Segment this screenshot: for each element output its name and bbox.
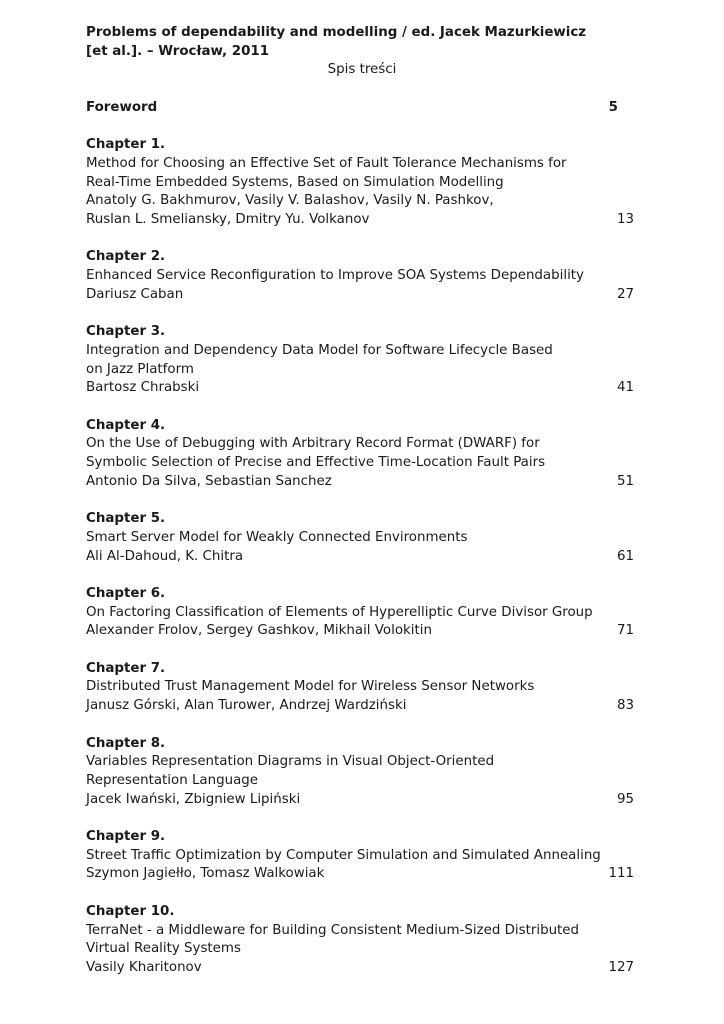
chapter-line-text: Distributed Trust Management Model for Wireless Sensor Networks — [86, 679, 535, 695]
table-of-contents-page — [86, 24, 638, 978]
chapter-authors — [86, 473, 638, 492]
spacer — [86, 304, 638, 323]
chapter-label: Chapter 5. — [86, 511, 166, 527]
foreword-entry — [86, 99, 638, 118]
chapter-authors — [86, 286, 638, 305]
chapter-label: Chapter 9. — [86, 829, 166, 845]
chapter-authors — [86, 697, 638, 716]
chapter-line-text: Jacek Iwański, Zbigniew Lipiński — [86, 791, 301, 807]
chapter-list — [86, 117, 638, 977]
chapter-label: Chapter 8. — [86, 735, 166, 751]
chapter-line-text: Ruslan L. Smeliansky, Dmitry Yu. Volkanov — [86, 211, 370, 227]
chapter-title-line — [86, 192, 638, 211]
chapter-entry — [86, 585, 638, 641]
chapter-page-number: 13 — [616, 211, 634, 227]
chapter-entry — [86, 660, 638, 716]
chapter-title-line — [86, 847, 638, 866]
chapter-label: Chapter 6. — [86, 585, 166, 601]
chapter-entry — [86, 136, 638, 230]
spacer — [86, 884, 638, 903]
chapter-entry — [86, 248, 638, 304]
chapter-title-line — [86, 454, 638, 473]
spacer — [86, 80, 638, 99]
chapter-line-text: Vasily Kharitonov — [86, 959, 202, 975]
chapter-page-number: 51 — [616, 473, 634, 489]
chapter-title-line — [86, 940, 638, 959]
chapter-entry — [86, 903, 638, 978]
spacer — [86, 809, 638, 828]
chapter-page-number: 83 — [616, 698, 634, 714]
chapter-line-text: Variables Representation Diagrams in Visual Object-Oriented — [86, 754, 495, 770]
spacer — [86, 230, 638, 249]
chapter-entry — [86, 510, 638, 566]
chapter-line-text: Smart Server Model for Weakly Connected Environments — [86, 529, 468, 545]
chapter-authors — [86, 865, 638, 884]
chapter-title-line — [86, 529, 638, 548]
book-title-line-2: [et al.]. – Wrocław, 2011 — [86, 43, 270, 59]
chapter-authors — [86, 548, 638, 567]
spacer — [86, 398, 638, 417]
chapter-label: Chapter 10. — [86, 903, 175, 919]
chapter-line-text: On Factoring Classification of Elements of Hyperelliptic Curve Divisor Group — [86, 604, 593, 620]
chapter-line-text: Bartosz Chrabski — [86, 380, 200, 396]
chapter-entry — [86, 323, 638, 398]
chapter-line-text: Real-Time Embedded Systems, Based on Simulation Modelling — [86, 174, 504, 190]
chapter-line-text: Integration and Dependency Data Model for Software Lifecycle Based — [86, 342, 553, 358]
chapter-title-line — [86, 604, 638, 623]
chapter-line-text: Dariusz Caban — [86, 286, 184, 302]
chapter-label: Chapter 7. — [86, 660, 166, 676]
chapter-line-text: Symbolic Selection of Precise and Effective Time-Location Fault Pairs — [86, 455, 546, 471]
chapter-line-text: on Jazz Platform — [86, 361, 194, 377]
chapter-line-text: Representation Language — [86, 772, 259, 788]
chapter-line-text: Ali Al-Dahoud, K. Chitra — [86, 548, 244, 564]
foreword-label: Foreword — [86, 99, 158, 115]
chapter-line-text: Enhanced Service Reconfiguration to Improve SOA Systems Dependability — [86, 268, 584, 284]
chapter-line-text: Antonio Da Silva, Sebastian Sanchez — [86, 473, 332, 489]
chapter-authors — [86, 959, 638, 978]
book-title-line-1: Problems of dependability and modelling / ed. Jacek Mazurkiewicz — [86, 25, 587, 40]
chapter-title-line — [86, 174, 638, 193]
spacer — [86, 491, 638, 510]
chapter-line-text: Method for Choosing an Effective Set of Fault Tolerance Mechanisms for — [86, 155, 567, 171]
chapter-authors — [86, 211, 638, 230]
chapter-label: Chapter 4. — [86, 417, 166, 433]
chapter-label: Chapter 1. — [86, 137, 166, 153]
chapter-authors — [86, 379, 638, 398]
chapter-title-line — [86, 922, 638, 941]
chapter-page-number: 61 — [616, 548, 634, 564]
chapter-line-text: Janusz Górski, Alan Turower, Andrzej Wardziński — [86, 698, 407, 714]
contents-heading: Spis treści — [327, 62, 397, 78]
chapter-label: Chapter 2. — [86, 249, 166, 265]
chapter-entry — [86, 417, 638, 492]
chapter-line-text: Szymon Jagiełło, Tomasz Walkowiak — [86, 866, 325, 882]
chapter-line-text: TerraNet - a Middleware for Building Consistent Medium-Sized Distributed — [86, 922, 580, 938]
spacer — [86, 566, 638, 585]
chapter-title-line — [86, 361, 638, 380]
chapter-line-text: Alexander Frolov, Sergey Gashkov, Mikhail Volokitin — [86, 623, 432, 639]
chapter-entry — [86, 828, 638, 884]
chapter-line-text: Anatoly G. Bakhmurov, Vasily V. Balashov, Vasily N. Pashkov, — [86, 193, 494, 209]
spacer — [86, 117, 638, 136]
chapter-title-line — [86, 155, 638, 174]
chapter-title-line — [86, 435, 638, 454]
chapter-line-text: On the Use of Debugging with Arbitrary Record Format (DWARF) for — [86, 436, 540, 452]
spacer — [86, 641, 638, 660]
chapter-page-number: 95 — [616, 791, 634, 807]
chapter-entry — [86, 735, 638, 810]
chapter-authors — [86, 622, 638, 641]
chapter-page-number: 27 — [616, 286, 634, 302]
chapter-title-line — [86, 772, 638, 791]
spacer — [86, 716, 638, 735]
foreword-page-number: 5 — [608, 99, 618, 115]
chapter-page-number: 41 — [616, 380, 634, 396]
chapter-page-number: 111 — [608, 866, 634, 882]
chapter-title-line — [86, 267, 638, 286]
chapter-label: Chapter 3. — [86, 324, 166, 340]
chapter-title-line — [86, 678, 638, 697]
chapter-page-number: 127 — [608, 959, 634, 975]
chapter-title-line — [86, 753, 638, 772]
chapter-line-text: Virtual Reality Systems — [86, 941, 241, 957]
chapter-authors — [86, 791, 638, 810]
chapter-title-line — [86, 342, 638, 361]
chapter-page-number: 71 — [616, 623, 634, 639]
chapter-line-text: Street Traffic Optimization by Computer Simulation and Simulated Annealing — [86, 847, 601, 863]
